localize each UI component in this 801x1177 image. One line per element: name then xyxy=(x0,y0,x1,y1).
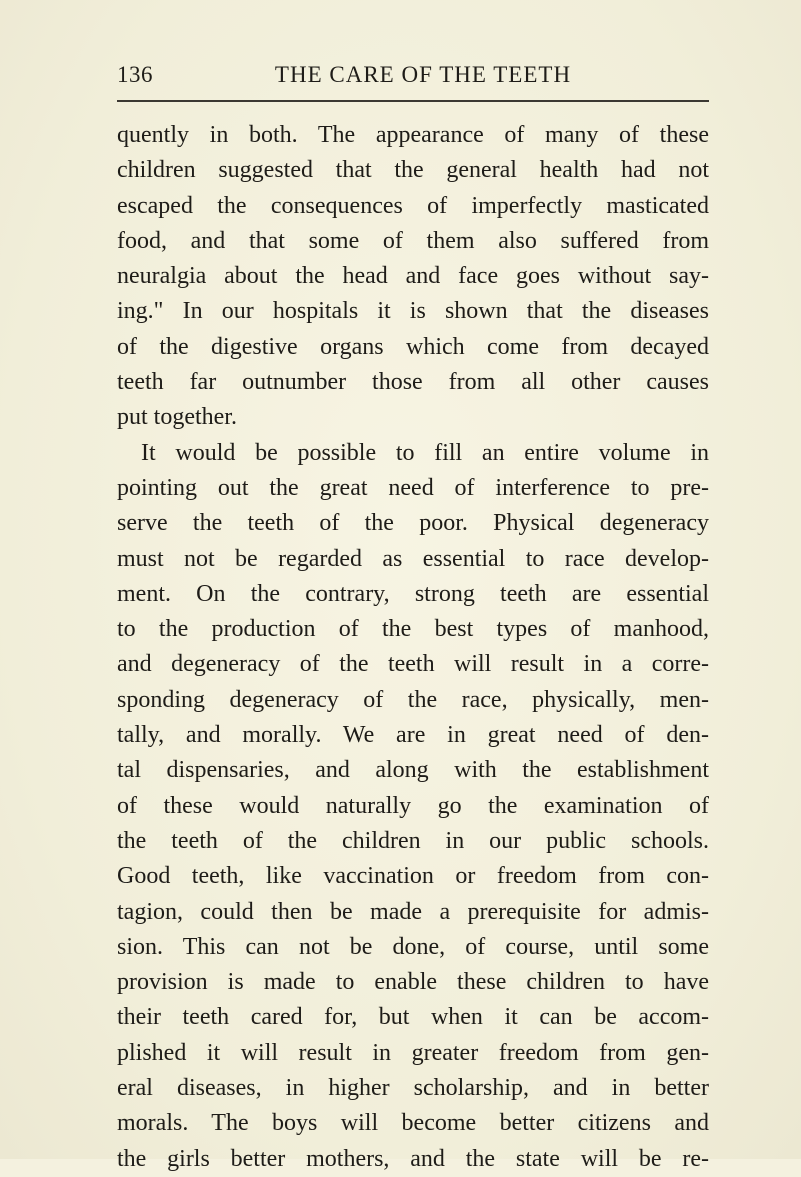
text-line: ment. On the contrary, strong teeth are essential xyxy=(117,580,709,607)
text-line: sion. This can not be done, of course, until some xyxy=(117,933,709,960)
text-line: quently in both. The appearance of many of these xyxy=(117,122,709,148)
text-line: ing." In our hospitals it is shown that the diseases xyxy=(117,298,709,325)
text-line: Good teeth, like vaccination or freedom from con- xyxy=(117,863,709,890)
text-line: escaped the consequences of imperfectly masticated xyxy=(117,192,709,219)
text-line: morals. The boys will become better citizens and xyxy=(117,1110,709,1137)
text-line: of the digestive organs which come from decayed xyxy=(117,333,709,360)
text-line: their teeth cared for, but when it can be accom- xyxy=(117,1004,709,1031)
text-line: and degeneracy of the teeth will result in a corre- xyxy=(117,651,709,678)
text-line: tagion, could then be made a prerequisite for admis- xyxy=(117,898,709,925)
text-line: sponding degeneracy of the race, physically, men- xyxy=(117,686,709,713)
body-text xyxy=(117,118,709,1177)
text-line: eral diseases, in higher scholarship, and in better xyxy=(117,1075,709,1102)
text-line: children suggested that the general health had not xyxy=(117,157,709,184)
text-line: pointing out the great need of interference to pre- xyxy=(117,474,709,501)
text-line: tal dispensaries, and along with the establishment xyxy=(117,757,709,784)
text-line: to the production of the best types of manhood, xyxy=(117,616,709,643)
text-line: neuralgia about the head and face goes without say- xyxy=(117,263,709,290)
text-line: tally, and morally. We are in great need of den- xyxy=(117,722,709,749)
text-line: of these would naturally go the examination of xyxy=(117,792,709,819)
text-line: It would be possible to fill an entire volume in xyxy=(141,439,709,466)
text-line: plished it will result in greater freedom from gen- xyxy=(117,1039,709,1066)
text-line: the teeth of the children in our public schools. xyxy=(117,827,709,854)
text-line: the girls better mothers, and the state will be re- xyxy=(117,1145,709,1172)
header-rule xyxy=(117,100,709,102)
text-line: serve the teeth of the poor. Physical degeneracy xyxy=(117,510,709,537)
running-title: THE CARE OF THE TEETH xyxy=(274,62,572,87)
text-line: teeth far outnumber those from all other causes xyxy=(117,369,709,396)
text-line: must not be regarded as essential to race develop- xyxy=(117,545,709,572)
text-line: provision is made to enable these children to have xyxy=(117,969,709,996)
page-number: 136 xyxy=(117,62,153,87)
text-line: put together. xyxy=(117,404,237,431)
running-head xyxy=(117,62,709,92)
text-line: food, and that some of them also suffered from xyxy=(117,227,709,254)
